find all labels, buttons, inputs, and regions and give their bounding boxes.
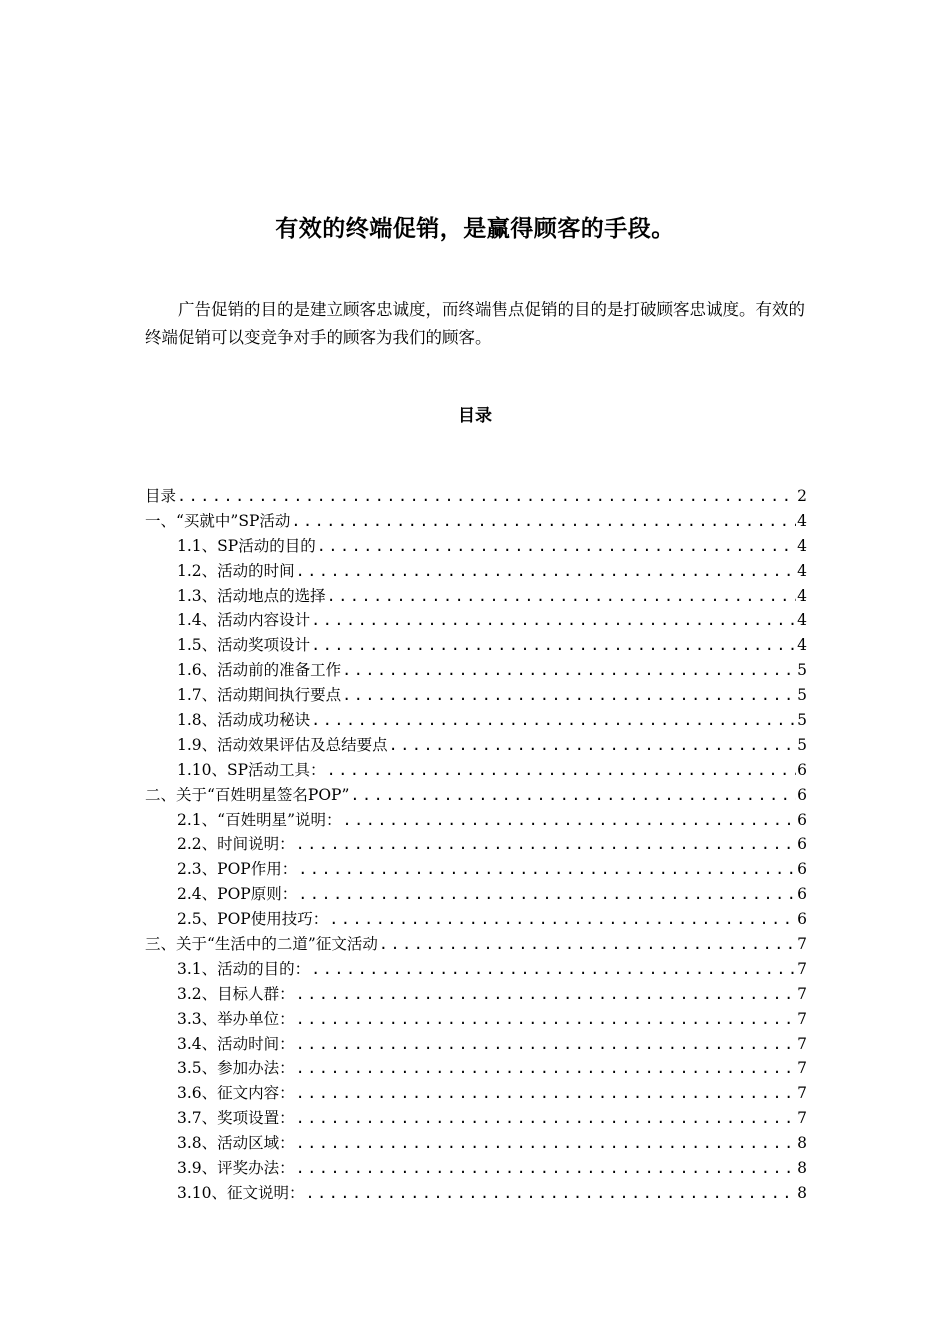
toc-entry-label: 3.8、活动区域： [177, 1134, 295, 1153]
toc-entry-label: 1.3、活动地点的选择 [177, 586, 326, 605]
toc-entry[interactable] [145, 857, 807, 882]
toc-dot-leader [311, 636, 796, 654]
toc-dot-leader [296, 1159, 796, 1177]
toc-entry-page-number: 5 [797, 686, 807, 705]
toc-dot-leader [317, 537, 796, 555]
toc-entry-label: 1.10、SP活动工具： [177, 760, 326, 779]
toc-entry-label: 目录 [145, 487, 177, 505]
toc-entry-page-number: 7 [797, 1059, 807, 1078]
toc-dot-leader [296, 1059, 796, 1077]
toc-entry[interactable] [145, 1106, 807, 1131]
toc-entry-label: 3.2、目标人群： [177, 984, 295, 1003]
toc-entry[interactable] [145, 559, 807, 584]
toc-entry-page-number: 5 [797, 735, 807, 754]
toc-entry[interactable] [145, 534, 807, 559]
toc-entry-label: 3.9、评奖办法： [177, 1159, 295, 1178]
toc-entry-page-number: 8 [797, 1134, 807, 1153]
toc-entry-page-number: 4 [797, 636, 807, 655]
toc-entry-label: 1.5、活动奖项设计 [177, 636, 311, 655]
toc-entry[interactable] [145, 783, 807, 808]
toc-dot-leader [350, 786, 796, 804]
toc-dot-leader [291, 512, 796, 530]
toc-entry-label: 1.9、活动效果评估及总结要点 [177, 735, 388, 754]
toc-entry-page-number: 7 [797, 1034, 807, 1053]
toc-dot-leader [379, 935, 796, 953]
toc-dot-leader [389, 736, 796, 754]
toc-entry[interactable] [145, 882, 807, 907]
toc-entry[interactable] [145, 1156, 807, 1181]
toc-dot-leader [306, 1184, 797, 1202]
toc-entry-page-number: 4 [797, 586, 807, 605]
toc-entry-label: 2.3、POP作用： [177, 860, 298, 879]
toc-entry-page-number: 4 [797, 611, 807, 630]
toc-dot-leader [342, 661, 796, 679]
toc-dot-leader [296, 835, 796, 853]
toc-dot-leader [296, 1035, 796, 1053]
toc-dot-leader [298, 860, 796, 878]
toc-entry-label: 3.10、征文说明： [177, 1183, 305, 1202]
toc-entry-page-number: 7 [797, 1084, 807, 1103]
toc-entry-page-number: 6 [797, 860, 807, 879]
toc-dot-leader [296, 1084, 796, 1102]
toc-entry-page-number: 4 [797, 536, 807, 555]
toc-entry-label: 二、关于“百姓明星签名POP” [145, 785, 350, 804]
toc-dot-leader [296, 1134, 796, 1152]
toc-entry[interactable] [145, 957, 807, 982]
toc-dot-leader [296, 985, 796, 1003]
toc-entry-page-number: 5 [797, 711, 807, 730]
toc-entry[interactable] [145, 584, 807, 609]
toc-entry[interactable] [145, 509, 807, 534]
toc-entry-page-number: 6 [797, 785, 807, 804]
toc-entry-label: 3.7、奖项设置： [177, 1109, 295, 1128]
toc-entry[interactable] [145, 1032, 807, 1057]
document-title: 有效的终端促销，是赢得顾客的手段。 [275, 216, 675, 242]
toc-dot-leader [296, 1010, 796, 1028]
toc-entry-page-number: 6 [797, 910, 807, 929]
toc-entry-page-number: 7 [797, 1109, 807, 1128]
toc-entry-label: 1.8、活动成功秘诀 [177, 711, 311, 730]
toc-dot-leader [296, 1109, 796, 1127]
toc-entry-page-number: 6 [797, 835, 807, 854]
toc-entry-page-number: 6 [797, 810, 807, 829]
toc-entry-page-number: 5 [797, 661, 807, 680]
toc-dot-leader [298, 885, 796, 903]
toc-entry[interactable] [145, 808, 807, 833]
toc-dot-leader [311, 611, 796, 629]
toc-entry[interactable] [145, 683, 807, 708]
toc-entry-label: 2.4、POP原则： [177, 885, 298, 904]
toc-heading: 目录 [458, 406, 492, 426]
toc-entry[interactable] [145, 708, 807, 733]
toc-entry[interactable] [145, 758, 807, 783]
toc-dot-leader [327, 761, 797, 779]
toc-entry-label: 1.7、活动期间执行要点 [177, 686, 342, 705]
toc-entry[interactable] [145, 1181, 807, 1206]
toc-entry-page-number: 4 [797, 561, 807, 580]
toc-dot-leader [329, 910, 796, 928]
toc-dot-leader [296, 562, 796, 580]
toc-entry-label: 3.4、活动时间： [177, 1034, 295, 1053]
toc-entry[interactable] [145, 658, 807, 683]
toc-entry[interactable] [145, 733, 807, 758]
toc-dot-leader [327, 587, 796, 605]
toc-entry-label: 1.2、活动的时间 [177, 561, 295, 580]
toc-dot-leader [311, 960, 796, 978]
toc-entry-page-number: 7 [797, 959, 807, 978]
toc-entry-label: 1.1、SP活动的目的 [177, 536, 316, 555]
toc-entry-label: 3.6、征文内容： [177, 1084, 295, 1103]
toc-entry[interactable] [145, 832, 807, 857]
toc-dot-leader [343, 811, 797, 829]
toc-entry[interactable] [145, 982, 807, 1007]
toc-entry[interactable] [145, 1131, 807, 1156]
toc-entry-page-number: 4 [797, 511, 807, 530]
toc-entry[interactable] [145, 1081, 807, 1106]
toc-entry-label: 3.5、参加办法： [177, 1059, 295, 1078]
toc-entry[interactable] [145, 932, 807, 957]
toc-entry-label: 2.5、POP使用技巧： [177, 910, 329, 929]
toc-entry[interactable] [145, 608, 807, 633]
toc-dot-leader [311, 711, 796, 729]
toc-entry-label: 3.1、活动的目的： [177, 959, 311, 978]
intro-paragraph: 广告促销的目的是建立顾客忠诚度，而终端售点促销的目的是打破顾客忠诚度。有效的终端促销可以变竞争对手的顾客为我们的顾客。 [145, 300, 805, 347]
toc-entry[interactable] [145, 484, 807, 509]
toc-entry-page-number: 7 [797, 984, 807, 1003]
toc-entry[interactable] [145, 907, 807, 932]
toc-entry-page-number: 2 [797, 487, 807, 505]
toc-entry-label: 一、“买就中”SP活动 [145, 511, 291, 530]
toc-entry-label: 2.1、“百姓明星”说明： [177, 810, 342, 829]
toc-entry[interactable] [145, 633, 807, 658]
toc-entry-label: 3.3、举办单位： [177, 1009, 295, 1028]
toc-dot-leader [177, 487, 796, 505]
toc-entry[interactable] [145, 1007, 807, 1032]
table-of-contents [145, 484, 807, 1206]
toc-entry-label: 1.4、活动内容设计 [177, 611, 311, 630]
toc-entry-page-number: 6 [797, 885, 807, 904]
toc-entry-page-number: 8 [797, 1183, 807, 1202]
toc-entry-label: 2.2、时间说明： [177, 835, 295, 854]
toc-entry-label: 1.6、活动前的准备工作 [177, 661, 342, 680]
toc-entry-page-number: 7 [797, 935, 807, 954]
toc-entry-page-number: 8 [797, 1159, 807, 1178]
toc-entry[interactable] [145, 1056, 807, 1081]
toc-dot-leader [342, 686, 796, 704]
toc-entry-page-number: 6 [797, 760, 807, 779]
toc-entry-page-number: 7 [797, 1009, 807, 1028]
toc-entry-label: 三、关于“生活中的二道”征文活动 [145, 935, 378, 954]
